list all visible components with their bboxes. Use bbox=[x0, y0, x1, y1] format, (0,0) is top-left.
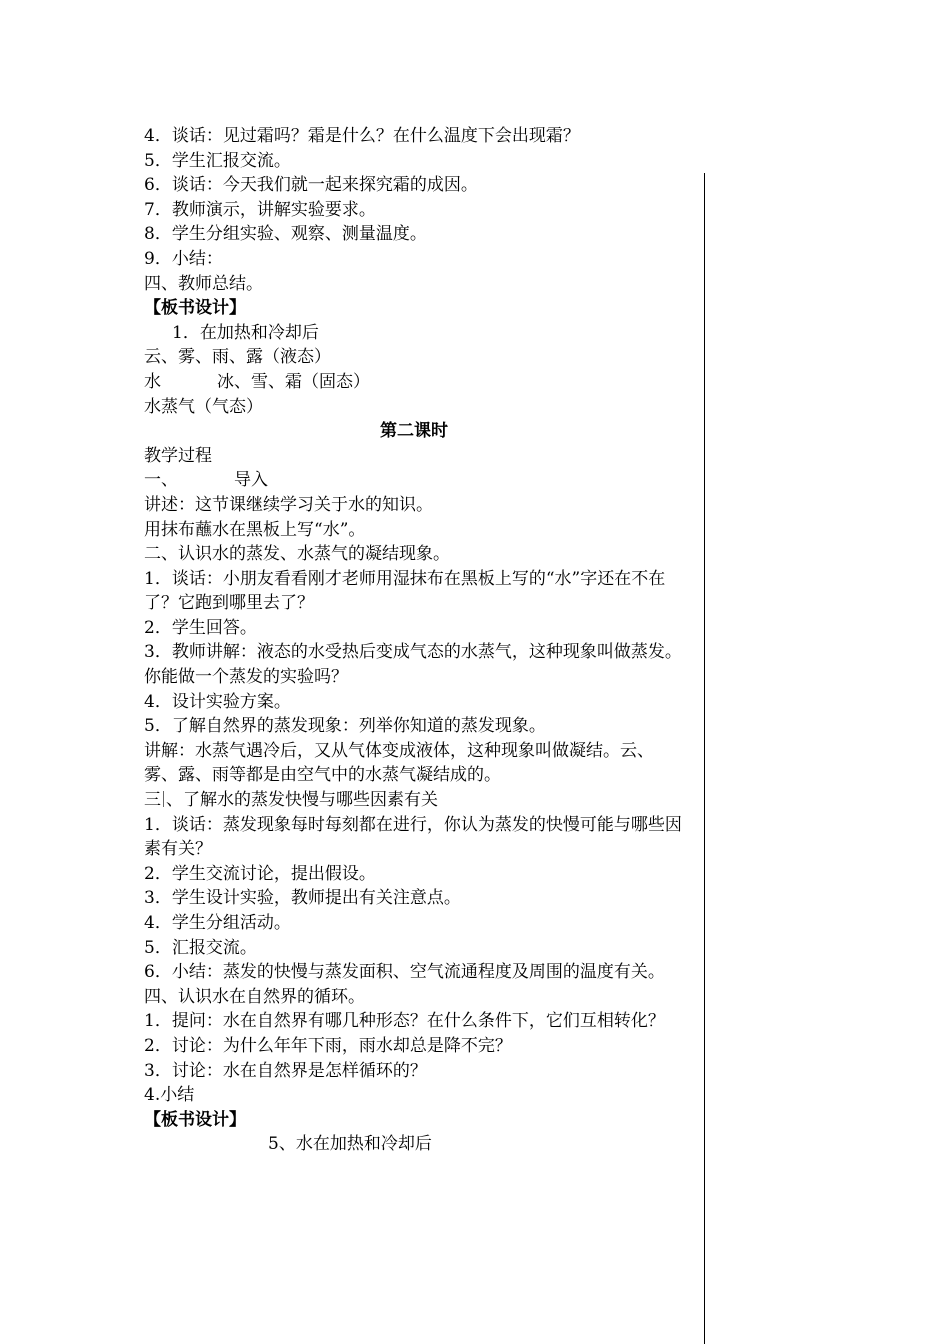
text-line: 4．谈话：见过霜吗？霜是什么？在什么温度下会出现霜？ bbox=[144, 126, 580, 146]
text-line: 用抹布蘸水在黑板上写“水”。 bbox=[144, 519, 366, 540]
text-line: 8．学生分组实验、观察、测量温度。 bbox=[144, 224, 427, 245]
paragraph: 1．提问：水在自然界有哪几种形态？在什么条件下，它们互相转化？ bbox=[144, 1011, 665, 1032]
text-line: 四、认识水在自然界的循环。 bbox=[144, 986, 365, 1007]
paragraph: 6．小结：蒸发的快慢与蒸发面积、空气流通程度及周围的温度有关。 bbox=[144, 962, 665, 983]
text-cursor-icon bbox=[163, 791, 164, 807]
board-liquid-line: 云、雾、雨、露（液态） bbox=[144, 347, 331, 368]
text-line: 9．小结： bbox=[144, 248, 223, 269]
text-line: 4．设计实验方案。 bbox=[144, 691, 291, 712]
text-line: 讲述：这节课继续学习关于水的知识。 bbox=[144, 494, 433, 515]
text-line: 二、认识水的蒸发、水蒸气的凝结现象。 bbox=[144, 544, 450, 565]
board-design-title: 1．在加热和冷却后 bbox=[172, 322, 319, 343]
paragraph: 3．教师讲解：液态的水受热后变成气态的水蒸气，这种现象叫做蒸发。你能做一个蒸发的实验吗？ bbox=[144, 642, 682, 688]
text-line: 教学过程 bbox=[144, 445, 212, 466]
text-column bbox=[144, 124, 684, 1157]
text-line: 6．谈话：今天我们就一起来探究霜的成因。 bbox=[144, 175, 478, 196]
text-line: 2．讨论：为什么年年下雨，雨水却总是降不完？ bbox=[144, 1035, 512, 1056]
board-water-row bbox=[144, 370, 684, 395]
text-line: 3．讨论：水在自然界是怎样循环的？ bbox=[144, 1060, 427, 1081]
lesson-title: 第二课时 bbox=[380, 421, 448, 442]
board-design-title-2: 5、水在加热和冷却后 bbox=[268, 1134, 432, 1155]
text-line: 3．学生设计实验，教师提出有关注意点。 bbox=[144, 888, 461, 909]
paragraph: 讲解：水蒸气遇冷后，又从气体变成液体，这种现象叫做凝结。云、雾、露、雨等都是由空气中的水蒸气凝结成的。 bbox=[144, 740, 654, 786]
text-line: 7．教师演示，讲解实验要求。 bbox=[144, 199, 376, 220]
paragraph: 1．谈话：蒸发现象每时每刻都在进行，你认为蒸发的快慢可能与哪些因素有关？ bbox=[144, 814, 682, 860]
text-line: 2．学生回答。 bbox=[144, 617, 257, 638]
text-line: 5．了解自然界的蒸发现象：列举你知道的蒸发现象。 bbox=[144, 716, 546, 737]
paragraph: 1．谈话：小朋友看看刚才老师用湿抹布在黑板上写的“水”字还在不在了？它跑到哪里去了？ bbox=[144, 568, 666, 614]
intro-heading: 一、 导入 bbox=[144, 470, 268, 491]
text-line: 4.小结 bbox=[144, 1085, 195, 1106]
board-design-heading-2: 【板书设计】 bbox=[144, 1109, 246, 1130]
text-line: 2．学生交流讨论，提出假设。 bbox=[144, 863, 376, 884]
board-solid-label: 冰、雪、霜（固态） bbox=[217, 371, 370, 392]
vertical-rule bbox=[704, 173, 705, 1344]
text-line: 四、教师总结。 bbox=[144, 273, 263, 294]
section-three-heading: 三 、了解水的蒸发快慢与哪些因素有关 bbox=[144, 790, 438, 811]
text-line: 5．汇报交流。 bbox=[144, 937, 257, 958]
board-water-label: 水 bbox=[144, 371, 161, 392]
text-line: 5．学生汇报交流。 bbox=[144, 150, 291, 171]
text-line: 4．学生分组活动。 bbox=[144, 913, 291, 933]
board-design-heading: 【板书设计】 bbox=[144, 298, 246, 319]
board-gas-line: 水蒸气（气态） bbox=[144, 396, 263, 417]
